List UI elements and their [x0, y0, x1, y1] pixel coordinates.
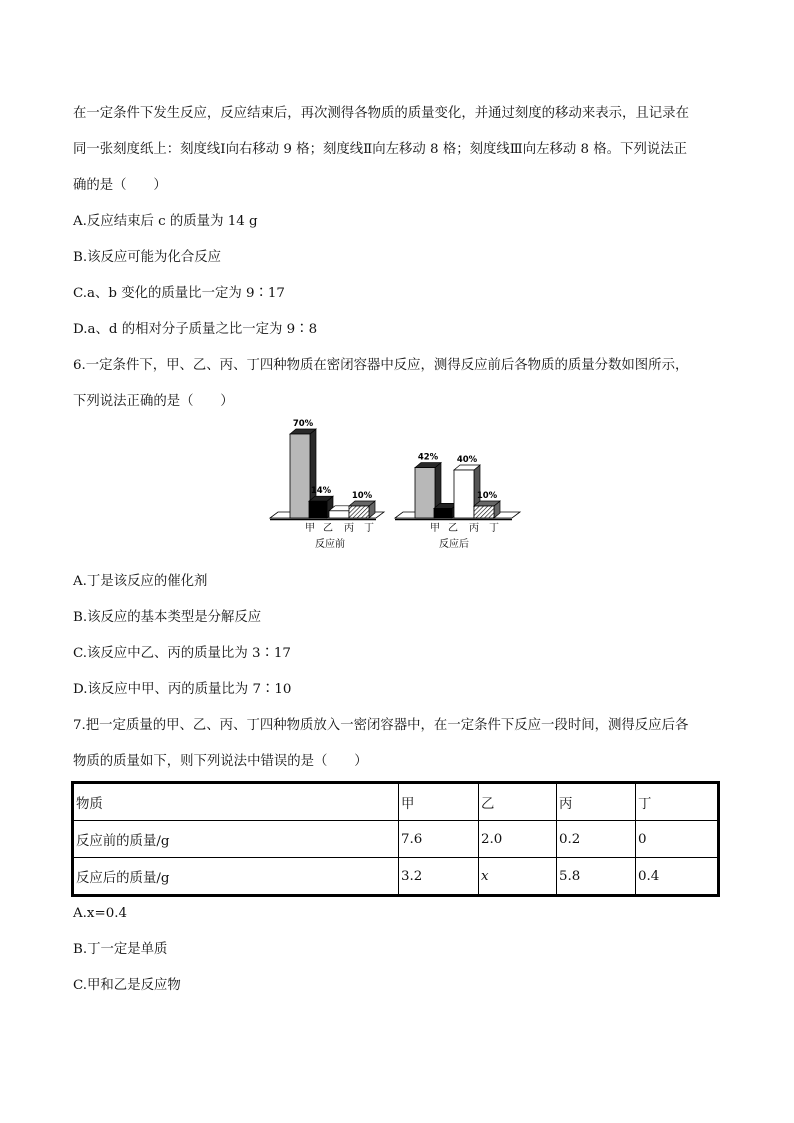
q5-option-c: C.a、b 变化的质量比一定为 9∶17 — [73, 286, 285, 301]
q5-option-b: B.该反应可能为化合反应 — [73, 250, 222, 265]
q6-option-b: B.该反应的基本类型是分解反应 — [73, 610, 262, 625]
q7-option-c: C.甲和乙是反应物 — [73, 978, 181, 993]
mass-table — [71, 781, 720, 897]
bar — [434, 508, 452, 518]
q7-stem-line-1: 7.把一定质量的甲、乙、丙、丁四种物质放入一密闭容器中，在一定条件下反应一段时间，测得反应后各 — [73, 718, 689, 733]
bar-value-label: 10% — [351, 491, 373, 501]
table-cell: 5.8 — [557, 858, 636, 896]
q5-stem-line-3: 确的是（ ） — [73, 178, 167, 193]
q6-option-a: A.丁是该反应的催化剂 — [73, 574, 208, 589]
table-header-cell: 乙 — [479, 783, 557, 821]
table-cell: 0 — [636, 821, 719, 858]
q5-option-a: A.反应结束后 c 的质量为 14 g — [73, 214, 258, 229]
category-label: 甲 — [305, 523, 315, 534]
category-label: 乙 — [448, 523, 458, 534]
q5-stem-line-2: 同一张刻度纸上：刻度线Ⅰ向右移动 9 格；刻度线Ⅱ向左移动 8 格；刻度线Ⅲ向左移动 8 格。下列说法正 — [73, 142, 688, 157]
bar-value-label: 10% — [476, 491, 498, 501]
q6-stem-line-2: 下列说法正确的是（ ） — [73, 394, 234, 409]
bar-value-label: 42% — [417, 452, 439, 463]
bar — [415, 468, 435, 518]
category-label: 丙 — [344, 523, 354, 534]
table-row — [73, 858, 719, 896]
table-cell: 反应后的质量/g — [73, 858, 399, 896]
q6-option-d: D.该反应中甲、丙的质量比为 7∶10 — [73, 682, 292, 697]
chart-svg — [262, 419, 524, 556]
category-label: 乙 — [323, 523, 333, 534]
table-header-cell: 丁 — [636, 783, 719, 821]
table-header-row — [73, 783, 719, 821]
bar — [290, 434, 310, 518]
q6-stem-line-1: 6.一定条件下，甲、乙、丙、丁四种物质在密闭容器中反应，测得反应前后各物质的质量分数如图所示， — [73, 358, 689, 373]
category-label: 丁 — [364, 523, 374, 534]
series-caption: 反应后 — [439, 539, 469, 550]
q5-stem-line-1: 在一定条件下发生反应，反应结束后，再次测得各物质的质量变化，并通过刻度的移动来表示，且记录在 — [73, 106, 689, 121]
q5-option-d: D.a、d 的相对分子质量之比一定为 9∶8 — [73, 322, 318, 337]
bar-value-label: 14% — [310, 486, 332, 497]
bar — [454, 470, 474, 518]
q7-option-b: B.丁一定是单质 — [73, 942, 168, 957]
bar — [329, 511, 349, 518]
mass-fraction-chart — [262, 419, 524, 556]
bar-value-label: 70% — [292, 419, 314, 429]
bar — [309, 501, 327, 518]
bar — [349, 506, 369, 518]
table-cell: 反应前的质量/g — [73, 821, 399, 858]
category-label: 丁 — [489, 523, 499, 534]
table-cell: x — [479, 858, 557, 896]
q6-option-c: C.该反应中乙、丙的质量比为 3∶17 — [73, 646, 291, 661]
q7-option-a: A.x=0.4 — [73, 906, 127, 921]
table-cell: 3.2 — [399, 858, 479, 896]
series-caption: 反应前 — [315, 539, 345, 550]
table-header-cell: 物质 — [73, 783, 399, 821]
table-row — [73, 821, 719, 858]
table-cell: 0.4 — [636, 858, 719, 896]
table-header-cell: 甲 — [399, 783, 479, 821]
bar — [474, 506, 494, 518]
q7-stem-line-2: 物质的质量如下，则下列说法中错误的是（ ） — [73, 754, 368, 769]
category-label: 丙 — [469, 523, 479, 534]
bar-value-label: 40% — [456, 455, 478, 465]
table-header-cell: 丙 — [557, 783, 636, 821]
category-label: 甲 — [430, 523, 440, 534]
table-cell: 2.0 — [479, 821, 557, 858]
table-cell: 7.6 — [399, 821, 479, 858]
table-cell: 0.2 — [557, 821, 636, 858]
